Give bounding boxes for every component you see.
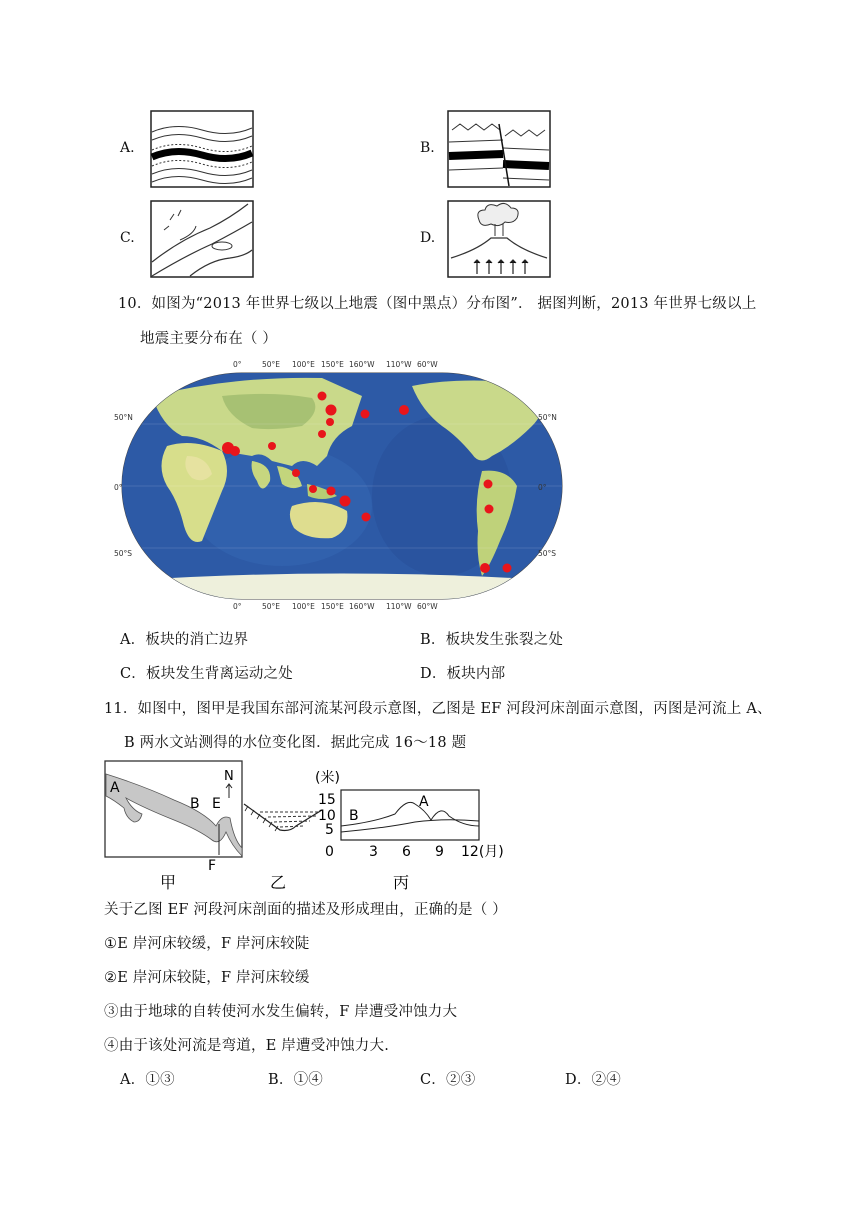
bing-label-b: B: [349, 808, 359, 824]
map-label-bottom-110w: 110°W: [386, 602, 412, 611]
jia-label-b: B: [190, 796, 200, 812]
bing-xtick-9: 9: [435, 844, 444, 860]
map-label-left-50n: 50°N: [114, 413, 133, 422]
yi-caption: 乙: [270, 873, 287, 892]
figure-bing-water-level-chart: [315, 764, 504, 892]
map-label-bottom-50e: 50°E: [262, 602, 281, 611]
jia-label-a: A: [110, 780, 120, 796]
q11-question: 关于乙图 EF 河段河床剖面的描述及形成理由，正确的是（ ）: [104, 902, 507, 918]
map-label-bottom-0: 0°: [233, 602, 242, 611]
q10-option-d: D．板块内部: [420, 666, 506, 682]
option-c-label: C.: [120, 230, 135, 246]
map-label-bottom-100e: 100°E: [292, 602, 315, 611]
q11-statement-4: ④由于该处河流是弯道，E 岸遭受冲蚀力大.: [104, 1038, 390, 1054]
map-label-bottom-160w: 160°W: [349, 602, 375, 611]
q10-option-b: B．板块发生张裂之处: [420, 632, 564, 648]
jia-label-n: N: [224, 769, 234, 784]
map-label-left-0: 0°: [114, 483, 123, 492]
q10-option-a: A．板块的消亡边界: [120, 632, 249, 648]
q11-option-d: D．②④: [565, 1072, 621, 1088]
map-label-right-0: 0°: [538, 483, 547, 492]
bing-xtick-0: 0: [325, 844, 334, 860]
map-label-bottom-150e: 150°E: [321, 602, 344, 611]
map-label-right-50n: 50°N: [538, 413, 557, 422]
faulted-strata-figure: [447, 110, 551, 188]
q10-stem-line2: 地震主要分布在（ ）: [140, 331, 278, 347]
option-b-label: B.: [420, 140, 435, 156]
bing-xtick-6: 6: [402, 844, 411, 860]
figure-jia-river-map: [104, 760, 244, 890]
earthquake-world-map: [112, 356, 572, 616]
option-d-label: D.: [420, 230, 436, 246]
bing-xtick-3: 3: [369, 844, 378, 860]
map-label-bottom-60w: 60°W: [417, 602, 438, 611]
q11-stem-line1: 11．如图中，图甲是我国东部河流某河段示意图，乙图是 EF 河段河床剖面示意图，丙图是河流上 A、: [104, 701, 772, 717]
bing-ytick-10: 10: [318, 808, 336, 824]
volcanic-eruption-figure: [447, 200, 551, 278]
bing-unit-label: (米): [315, 770, 340, 786]
map-label-top-110w: 110°W: [386, 360, 412, 369]
magma-intrusion-figure: [150, 200, 254, 278]
q10-stem-line1: 10．如图为“2013 年世界七级以上地震（图中黑点）分布图”． 据图判断，2013 年世界七级以上: [118, 296, 757, 312]
q10-option-c: C．板块发生背离运动之处: [120, 666, 293, 682]
map-label-top-50e: 50°E: [262, 360, 281, 369]
q11-statement-3: ③由于地球的自转使河水发生偏转，F 岸遭受冲蚀力大: [104, 1004, 458, 1020]
bing-label-a: A: [419, 794, 429, 810]
bing-ytick-5: 5: [325, 822, 334, 838]
jia-label-e: E: [212, 796, 221, 812]
map-label-top-160w: 160°W: [349, 360, 375, 369]
jia-caption: 甲: [160, 873, 177, 892]
map-label-top-100e: 100°E: [292, 360, 315, 369]
q11-stem-line2: B 两水文站测得的水位变化图．据此完成 16～18 题: [124, 735, 467, 751]
map-label-top-60w: 60°W: [417, 360, 438, 369]
jia-label-f: F: [208, 858, 217, 874]
map-label-top-0: 0°: [233, 360, 242, 369]
q11-option-b: B．①④: [268, 1072, 323, 1088]
option-a-label: A.: [120, 140, 135, 156]
q11-option-a: A．①③: [120, 1072, 175, 1088]
bing-xtick-12: 12(月): [461, 844, 504, 860]
bing-caption: 丙: [393, 873, 410, 892]
q11-statement-1: ①E 岸河床较缓，F 岸河床较陡: [104, 936, 310, 952]
map-label-right-50s: 50°S: [538, 549, 557, 558]
q11-option-c: C．②③: [420, 1072, 476, 1088]
map-label-left-50s: 50°S: [114, 549, 133, 558]
folded-strata-figure: [150, 110, 254, 188]
q11-statement-2: ②E 岸河床较陡，F 岸河床较缓: [104, 970, 310, 986]
map-label-top-150e: 150°E: [321, 360, 344, 369]
bing-ytick-15: 15: [318, 792, 336, 808]
